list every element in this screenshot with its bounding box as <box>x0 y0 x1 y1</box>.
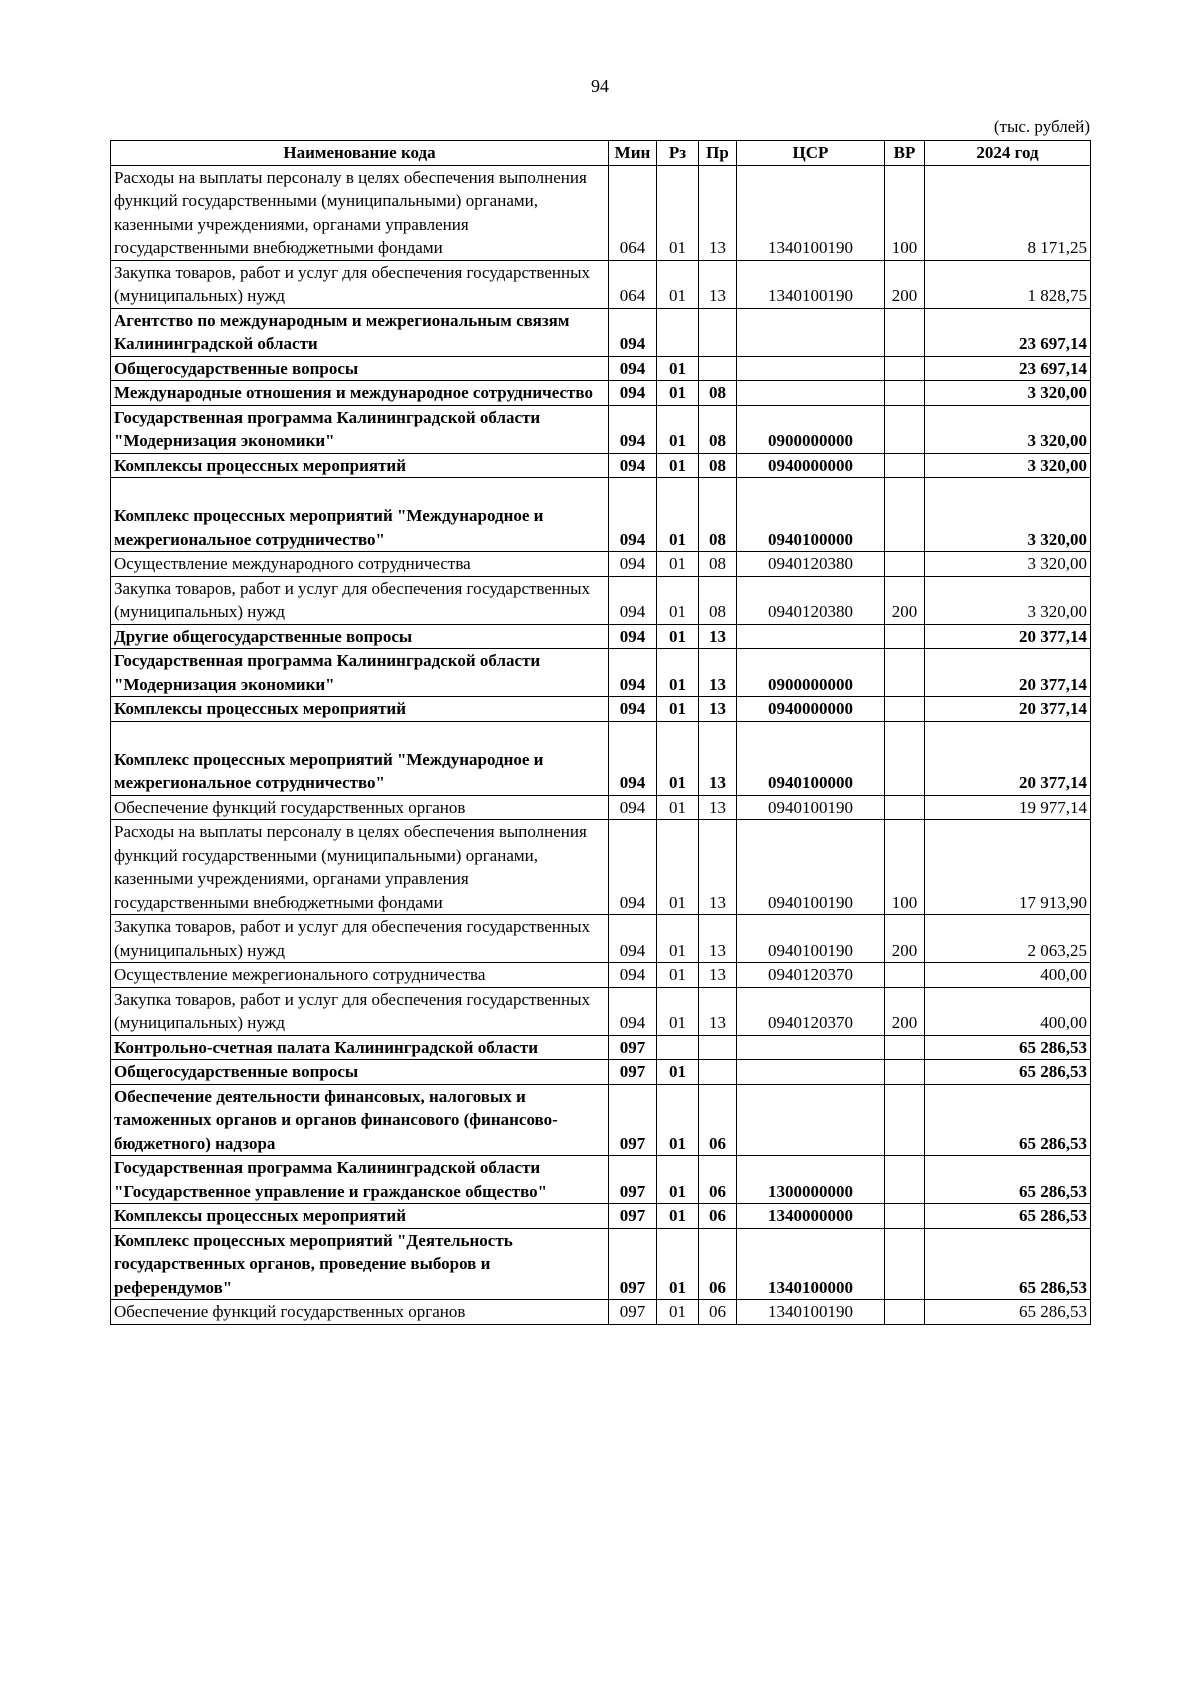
table-row <box>111 697 1091 722</box>
cell-name: Обеспечение деятельности финансовых, налоговых и таможенных органов и органов финансового (финансово-бюджетного) надзора <box>111 1084 609 1156</box>
cell-min: 097 <box>609 1156 657 1204</box>
cell-sum: 65 286,53 <box>925 1156 1091 1204</box>
cell-vr <box>885 478 925 552</box>
cell-pr <box>699 1035 737 1060</box>
cell-vr <box>885 697 925 722</box>
cell-min: 094 <box>609 478 657 552</box>
cell-csr <box>737 356 885 381</box>
cell-name: Общегосударственные вопросы <box>111 356 609 381</box>
table-row <box>111 1035 1091 1060</box>
cell-min: 094 <box>609 624 657 649</box>
cell-pr: 13 <box>699 987 737 1035</box>
cell-sum: 1 828,75 <box>925 260 1091 308</box>
cell-min: 094 <box>609 405 657 453</box>
cell-name: Общегосударственные вопросы <box>111 1060 609 1085</box>
table-row <box>111 552 1091 577</box>
cell-vr <box>885 381 925 406</box>
cell-pr: 13 <box>699 963 737 988</box>
cell-pr: 06 <box>699 1156 737 1204</box>
cell-pr: 13 <box>699 624 737 649</box>
cell-sum: 2 063,25 <box>925 915 1091 963</box>
cell-sum: 20 377,14 <box>925 649 1091 697</box>
cell-csr: 1340000000 <box>737 1204 885 1229</box>
cell-sum: 3 320,00 <box>925 453 1091 478</box>
table-row <box>111 1156 1091 1204</box>
header-vr: ВР <box>885 141 925 166</box>
cell-sum: 400,00 <box>925 987 1091 1035</box>
cell-sum: 65 286,53 <box>925 1204 1091 1229</box>
header-row <box>111 141 1091 166</box>
cell-rz: 01 <box>657 576 699 624</box>
cell-min: 097 <box>609 1035 657 1060</box>
cell-pr <box>699 1060 737 1085</box>
cell-rz: 01 <box>657 721 699 795</box>
cell-name: Закупка товаров, работ и услуг для обеспечения государственных (муниципальных) нужд <box>111 260 609 308</box>
cell-pr: 13 <box>699 795 737 820</box>
cell-vr <box>885 795 925 820</box>
cell-csr: 1340100190 <box>737 1300 885 1325</box>
header-name: Наименование кода <box>111 141 609 166</box>
cell-vr <box>885 356 925 381</box>
table-row <box>111 308 1091 356</box>
table-row <box>111 624 1091 649</box>
cell-sum: 3 320,00 <box>925 576 1091 624</box>
cell-rz: 01 <box>657 260 699 308</box>
cell-csr: 0940100000 <box>737 478 885 552</box>
cell-csr: 0940100000 <box>737 721 885 795</box>
cell-csr: 0940120380 <box>737 576 885 624</box>
cell-sum: 65 286,53 <box>925 1300 1091 1325</box>
cell-name: Комплексы процессных мероприятий <box>111 1204 609 1229</box>
table-row <box>111 1300 1091 1325</box>
cell-name: Расходы на выплаты персоналу в целях обеспечения выполнения функций государственными (муниципальными) органами, казенными учреждениями, органами управления государственными внебюджетными фондами <box>111 165 609 260</box>
cell-vr <box>885 963 925 988</box>
cell-sum: 65 286,53 <box>925 1084 1091 1156</box>
cell-name: Закупка товаров, работ и услуг для обеспечения государственных (муниципальных) нужд <box>111 915 609 963</box>
cell-sum: 65 286,53 <box>925 1060 1091 1085</box>
cell-csr: 0940120370 <box>737 963 885 988</box>
header-csr: ЦСР <box>737 141 885 166</box>
cell-csr: 0940100190 <box>737 915 885 963</box>
cell-csr: 0940100190 <box>737 820 885 915</box>
cell-vr <box>885 552 925 577</box>
cell-rz: 01 <box>657 795 699 820</box>
cell-rz: 01 <box>657 1084 699 1156</box>
table-row <box>111 1204 1091 1229</box>
cell-csr: 1340100190 <box>737 165 885 260</box>
cell-rz: 01 <box>657 1156 699 1204</box>
cell-sum: 65 286,53 <box>925 1035 1091 1060</box>
budget-table <box>110 140 1091 1325</box>
cell-csr <box>737 1084 885 1156</box>
cell-name: Осуществление межрегионального сотрудничества <box>111 963 609 988</box>
cell-pr: 08 <box>699 405 737 453</box>
cell-name: Государственная программа Калининградской области "Модернизация экономики" <box>111 405 609 453</box>
cell-min: 097 <box>609 1060 657 1085</box>
cell-vr <box>885 453 925 478</box>
cell-rz <box>657 1035 699 1060</box>
table-row <box>111 356 1091 381</box>
cell-csr <box>737 381 885 406</box>
cell-vr <box>885 1204 925 1229</box>
cell-min: 094 <box>609 552 657 577</box>
cell-rz: 01 <box>657 820 699 915</box>
cell-rz: 01 <box>657 1228 699 1300</box>
cell-rz: 01 <box>657 649 699 697</box>
cell-name: Государственная программа Калининградской области "Модернизация экономики" <box>111 649 609 697</box>
table-row <box>111 405 1091 453</box>
cell-vr <box>885 1035 925 1060</box>
cell-min: 094 <box>609 987 657 1035</box>
cell-min: 094 <box>609 649 657 697</box>
cell-rz: 01 <box>657 478 699 552</box>
cell-min: 094 <box>609 915 657 963</box>
cell-csr: 0900000000 <box>737 405 885 453</box>
cell-name: Осуществление международного сотрудничества <box>111 552 609 577</box>
cell-name: Закупка товаров, работ и услуг для обеспечения государственных (муниципальных) нужд <box>111 576 609 624</box>
cell-vr: 200 <box>885 260 925 308</box>
cell-name: Обеспечение функций государственных органов <box>111 795 609 820</box>
cell-pr: 13 <box>699 649 737 697</box>
cell-sum: 8 171,25 <box>925 165 1091 260</box>
cell-sum: 3 320,00 <box>925 405 1091 453</box>
cell-sum: 3 320,00 <box>925 552 1091 577</box>
cell-rz: 01 <box>657 624 699 649</box>
cell-min: 094 <box>609 381 657 406</box>
cell-rz: 01 <box>657 552 699 577</box>
cell-pr: 06 <box>699 1228 737 1300</box>
cell-pr: 13 <box>699 260 737 308</box>
cell-pr: 06 <box>699 1084 737 1156</box>
units-label: (тыс. рублей) <box>993 117 1090 136</box>
cell-vr: 100 <box>885 165 925 260</box>
cell-pr: 08 <box>699 381 737 406</box>
cell-name: Комплекс процессных мероприятий "Деятельность государственных органов, проведение выборов и референдумов" <box>111 1228 609 1300</box>
cell-pr <box>699 356 737 381</box>
cell-pr: 13 <box>699 697 737 722</box>
table-row <box>111 165 1091 260</box>
cell-rz: 01 <box>657 405 699 453</box>
cell-vr <box>885 405 925 453</box>
cell-csr <box>737 624 885 649</box>
cell-vr <box>885 624 925 649</box>
cell-vr: 200 <box>885 915 925 963</box>
cell-min: 094 <box>609 576 657 624</box>
cell-csr <box>737 1060 885 1085</box>
cell-csr: 0900000000 <box>737 649 885 697</box>
cell-min: 097 <box>609 1228 657 1300</box>
cell-vr <box>885 308 925 356</box>
cell-min: 094 <box>609 795 657 820</box>
cell-sum: 65 286,53 <box>925 1228 1091 1300</box>
cell-name: Государственная программа Калининградской области "Государственное управление и гражданское общество" <box>111 1156 609 1204</box>
cell-sum: 17 913,90 <box>925 820 1091 915</box>
cell-name: Расходы на выплаты персоналу в целях обеспечения выполнения функций государственными (муниципальными) органами, казенными учреждениями, органами управления государственными внебюджетными фондами <box>111 820 609 915</box>
page-number: 94 <box>591 76 609 96</box>
table-body <box>111 165 1091 1324</box>
table-row <box>111 453 1091 478</box>
cell-rz: 01 <box>657 1300 699 1325</box>
cell-pr: 13 <box>699 915 737 963</box>
cell-pr: 08 <box>699 552 737 577</box>
cell-name: Другие общегосударственные вопросы <box>111 624 609 649</box>
cell-sum: 23 697,14 <box>925 356 1091 381</box>
cell-pr: 13 <box>699 721 737 795</box>
table-row <box>111 795 1091 820</box>
cell-csr: 0940000000 <box>737 697 885 722</box>
table-row <box>111 260 1091 308</box>
table-row <box>111 381 1091 406</box>
table-row <box>111 576 1091 624</box>
cell-sum: 23 697,14 <box>925 308 1091 356</box>
cell-vr <box>885 1156 925 1204</box>
cell-sum: 3 320,00 <box>925 381 1091 406</box>
cell-sum: 19 977,14 <box>925 795 1091 820</box>
cell-name: Обеспечение функций государственных органов <box>111 1300 609 1325</box>
table-row <box>111 649 1091 697</box>
cell-vr <box>885 1300 925 1325</box>
cell-csr: 0940100190 <box>737 795 885 820</box>
cell-csr: 1340100190 <box>737 260 885 308</box>
cell-vr <box>885 1084 925 1156</box>
cell-sum: 400,00 <box>925 963 1091 988</box>
table-row <box>111 915 1091 963</box>
cell-min: 094 <box>609 308 657 356</box>
cell-rz: 01 <box>657 697 699 722</box>
cell-sum: 3 320,00 <box>925 478 1091 552</box>
cell-name: Комплексы процессных мероприятий <box>111 453 609 478</box>
cell-csr <box>737 1035 885 1060</box>
cell-name: Закупка товаров, работ и услуг для обеспечения государственных (муниципальных) нужд <box>111 987 609 1035</box>
cell-min: 064 <box>609 260 657 308</box>
cell-rz: 01 <box>657 1204 699 1229</box>
cell-min: 094 <box>609 963 657 988</box>
cell-min: 094 <box>609 820 657 915</box>
cell-min: 097 <box>609 1084 657 1156</box>
cell-name: Комплекс процессных мероприятий "Международное и межрегиональное сотрудничество" <box>111 478 609 552</box>
cell-csr: 0940120370 <box>737 987 885 1035</box>
cell-vr <box>885 1060 925 1085</box>
cell-rz: 01 <box>657 915 699 963</box>
cell-rz: 01 <box>657 987 699 1035</box>
cell-name: Агентство по международным и межрегиональным связям Калининградской области <box>111 308 609 356</box>
header-min: Мин <box>609 141 657 166</box>
cell-name: Комплексы процессных мероприятий <box>111 697 609 722</box>
table-header <box>111 141 1091 166</box>
cell-min: 097 <box>609 1204 657 1229</box>
cell-sum: 20 377,14 <box>925 624 1091 649</box>
cell-min: 094 <box>609 453 657 478</box>
table-row <box>111 1060 1091 1085</box>
cell-min: 094 <box>609 697 657 722</box>
table-row <box>111 987 1091 1035</box>
cell-min: 094 <box>609 721 657 795</box>
cell-vr <box>885 721 925 795</box>
cell-vr <box>885 1228 925 1300</box>
cell-pr: 13 <box>699 820 737 915</box>
cell-vr: 200 <box>885 987 925 1035</box>
cell-csr: 1300000000 <box>737 1156 885 1204</box>
cell-rz: 01 <box>657 453 699 478</box>
cell-min: 064 <box>609 165 657 260</box>
cell-csr: 1340100000 <box>737 1228 885 1300</box>
cell-min: 097 <box>609 1300 657 1325</box>
cell-pr <box>699 308 737 356</box>
cell-vr <box>885 649 925 697</box>
cell-sum: 20 377,14 <box>925 721 1091 795</box>
header-rz: Рз <box>657 141 699 166</box>
cell-rz <box>657 308 699 356</box>
cell-pr: 06 <box>699 1300 737 1325</box>
cell-csr: 0940000000 <box>737 453 885 478</box>
cell-pr: 08 <box>699 478 737 552</box>
table-row <box>111 1228 1091 1300</box>
header-sum: 2024 год <box>925 141 1091 166</box>
table-row <box>111 721 1091 795</box>
cell-rz: 01 <box>657 165 699 260</box>
cell-min: 094 <box>609 356 657 381</box>
cell-rz: 01 <box>657 356 699 381</box>
cell-vr: 200 <box>885 576 925 624</box>
table-row <box>111 820 1091 915</box>
cell-pr: 13 <box>699 165 737 260</box>
cell-pr: 06 <box>699 1204 737 1229</box>
cell-pr: 08 <box>699 576 737 624</box>
cell-rz: 01 <box>657 1060 699 1085</box>
table-row <box>111 1084 1091 1156</box>
cell-rz: 01 <box>657 963 699 988</box>
cell-name: Контрольно-счетная палата Калининградской области <box>111 1035 609 1060</box>
table-row <box>111 963 1091 988</box>
cell-sum: 20 377,14 <box>925 697 1091 722</box>
table-row <box>111 478 1091 552</box>
cell-csr <box>737 308 885 356</box>
cell-name: Международные отношения и международное сотрудничество <box>111 381 609 406</box>
header-pr: Пр <box>699 141 737 166</box>
cell-name: Комплекс процессных мероприятий "Международное и межрегиональное сотрудничество" <box>111 721 609 795</box>
cell-pr: 08 <box>699 453 737 478</box>
cell-vr: 100 <box>885 820 925 915</box>
cell-csr: 0940120380 <box>737 552 885 577</box>
cell-rz: 01 <box>657 381 699 406</box>
